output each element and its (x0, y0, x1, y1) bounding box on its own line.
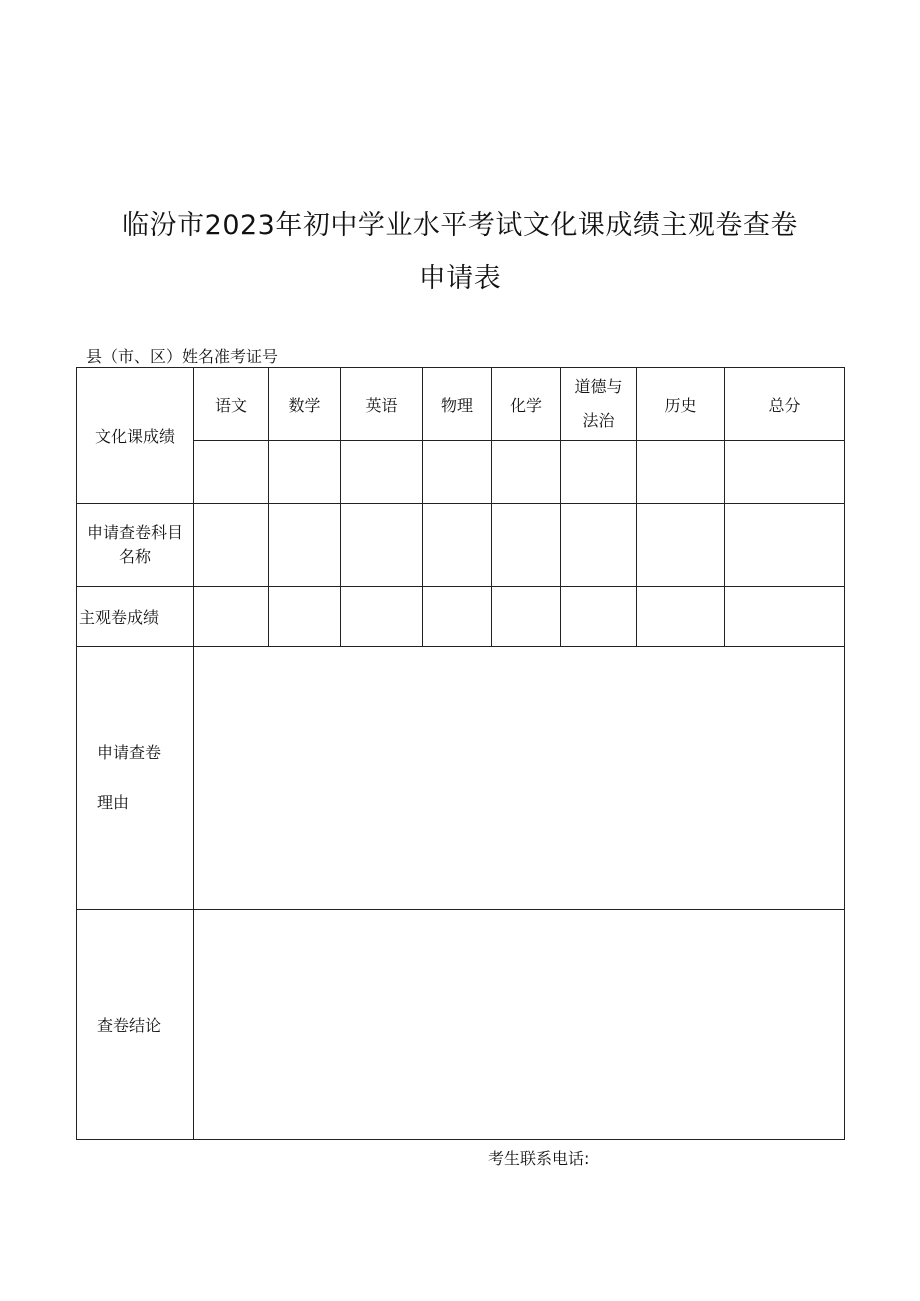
subjective-cell-1[interactable] (194, 587, 269, 647)
subject-chinese: 语文 (194, 368, 269, 441)
apply-cell-2[interactable] (269, 504, 341, 587)
subjective-cell-4[interactable] (423, 587, 492, 647)
apply-cell-5[interactable] (492, 504, 561, 587)
reason-label (77, 647, 194, 910)
apply-cell-3[interactable] (341, 504, 423, 587)
subject-header-row (77, 368, 845, 441)
subject-math: 数学 (269, 368, 341, 441)
subjective-cell-6[interactable] (561, 587, 637, 647)
reason-row (77, 647, 845, 910)
subjective-cell-5[interactable] (492, 587, 561, 647)
subjective-cell-7[interactable] (637, 587, 725, 647)
subject-history: 历史 (637, 368, 725, 441)
subjective-score-row (77, 587, 845, 647)
subjective-cell-3[interactable] (341, 587, 423, 647)
score-cell-morality[interactable] (561, 441, 637, 504)
subject-morality-law (561, 368, 637, 441)
apply-subject-label (77, 504, 194, 587)
reason-input-area[interactable] (194, 647, 845, 910)
subject-morality-line-2: 法治 (582, 411, 615, 430)
score-cell-math[interactable] (269, 441, 341, 504)
application-form-table (76, 367, 845, 1140)
score-cell-english[interactable] (341, 441, 423, 504)
subject-morality-line-1: 道德与 (574, 377, 623, 396)
subjective-cell-8[interactable] (725, 587, 845, 647)
apply-subject-label-line-1: 申请查卷科目 (86, 523, 183, 542)
score-cell-history[interactable] (637, 441, 725, 504)
apply-cell-6[interactable] (561, 504, 637, 587)
page-title-line-1: 临汾市2023年初中学业水平考试文化课成绩主观卷查卷 (122, 210, 798, 241)
conclusion-row (77, 910, 845, 1140)
subject-physics: 物理 (423, 368, 492, 441)
reason-label-line-2: 理由 (97, 793, 130, 812)
apply-subject-label-line-2: 名称 (118, 547, 151, 566)
score-cell-chinese[interactable] (194, 441, 269, 504)
apply-cell-1[interactable] (194, 504, 269, 587)
contact-phone-label: 考生联系电话: (488, 1149, 590, 1168)
subjective-score-label: 主观卷成绩 (77, 587, 194, 647)
score-cell-physics[interactable] (423, 441, 492, 504)
conclusion-label: 查卷结论 (77, 910, 194, 1140)
subject-english: 英语 (341, 368, 423, 441)
apply-cell-7[interactable] (637, 504, 725, 587)
subject-total: 总分 (725, 368, 845, 441)
page-title-line-2: 申请表 (418, 263, 502, 294)
apply-cell-8[interactable] (725, 504, 845, 587)
score-cell-total[interactable] (725, 441, 845, 504)
reason-label-line-1: 申请查卷 (97, 743, 162, 762)
subjective-cell-2[interactable] (269, 587, 341, 647)
conclusion-input-area[interactable] (194, 910, 845, 1140)
score-cell-chemistry[interactable] (492, 441, 561, 504)
subject-chemistry: 化学 (492, 368, 561, 441)
applicant-info-line: 县（市、区）姓名准考证号 (86, 347, 279, 366)
culture-scores-label: 文化课成绩 (77, 368, 194, 504)
apply-subject-row (77, 504, 845, 587)
apply-cell-4[interactable] (423, 504, 492, 587)
